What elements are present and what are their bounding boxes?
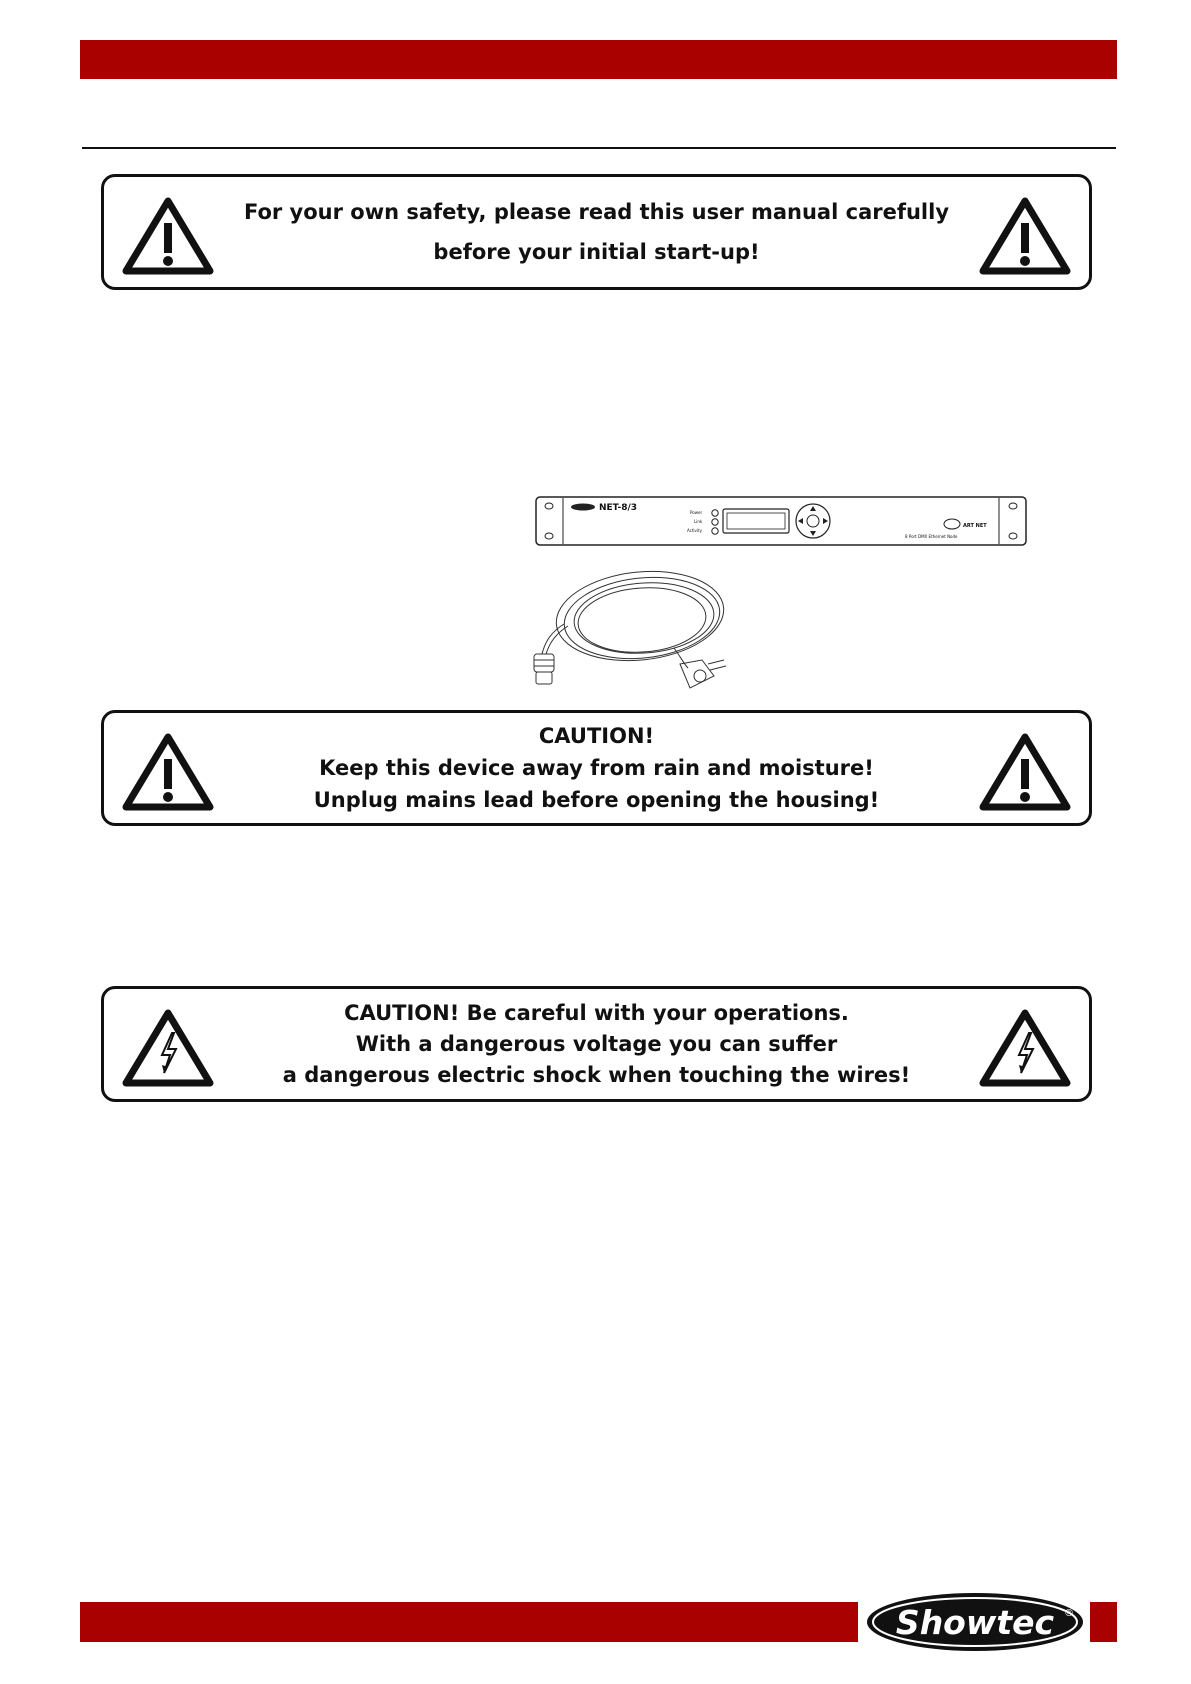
- safety-notice-line-2: before your initial start-up!: [433, 240, 760, 264]
- panel-caption: 8 Port DMX Ethernet Node: [905, 534, 958, 539]
- safety-notice-box: [101, 174, 1092, 290]
- logo-registered-mark: ®: [1064, 1608, 1074, 1619]
- exclamation-warning-icon: [122, 733, 214, 811]
- caution-heading: CAUTION!: [538, 724, 655, 748]
- shock-warning-line-3: a dangerous electric shock when touching the wires!: [282, 1062, 911, 1087]
- footer-bar-end: [1090, 1602, 1117, 1642]
- electric-shock-caution-box: [101, 986, 1092, 1102]
- shock-warning-line-1: CAUTION! Be careful with your operations.: [344, 1000, 849, 1025]
- power-cable-illustration: [524, 564, 730, 692]
- safety-notice-line-1: For your own safety, please read this user manual carefully: [243, 200, 950, 224]
- panel-label-power: Power: [690, 510, 703, 515]
- caution-line-1: Keep this device away from rain and moisture!: [319, 756, 874, 780]
- shock-warning-line-2: With a dangerous voltage you can suffer: [355, 1031, 838, 1056]
- header-rule: [82, 147, 1116, 149]
- header-bar: [80, 40, 1117, 79]
- caution-line-2: Unplug mains lead before opening the housing!: [313, 788, 880, 812]
- high-voltage-warning-icon: [979, 1009, 1071, 1087]
- panel-label-link: Link: [694, 519, 703, 524]
- panel-label-activity: Activity: [687, 528, 702, 533]
- exclamation-warning-icon: [979, 197, 1071, 275]
- high-voltage-warning-icon: [122, 1009, 214, 1087]
- exclamation-warning-icon: [122, 197, 214, 275]
- logo-text: Showtec: [895, 1603, 1055, 1642]
- device-illustration: [535, 496, 1027, 546]
- exclamation-warning-icon: [979, 733, 1071, 811]
- showtec-logo: [864, 1590, 1086, 1654]
- artnet-badge: ART NET: [963, 523, 987, 529]
- moisture-caution-box: [101, 710, 1092, 826]
- footer-bar: [80, 1602, 858, 1642]
- device-model-label: NET-8/3: [599, 503, 638, 513]
